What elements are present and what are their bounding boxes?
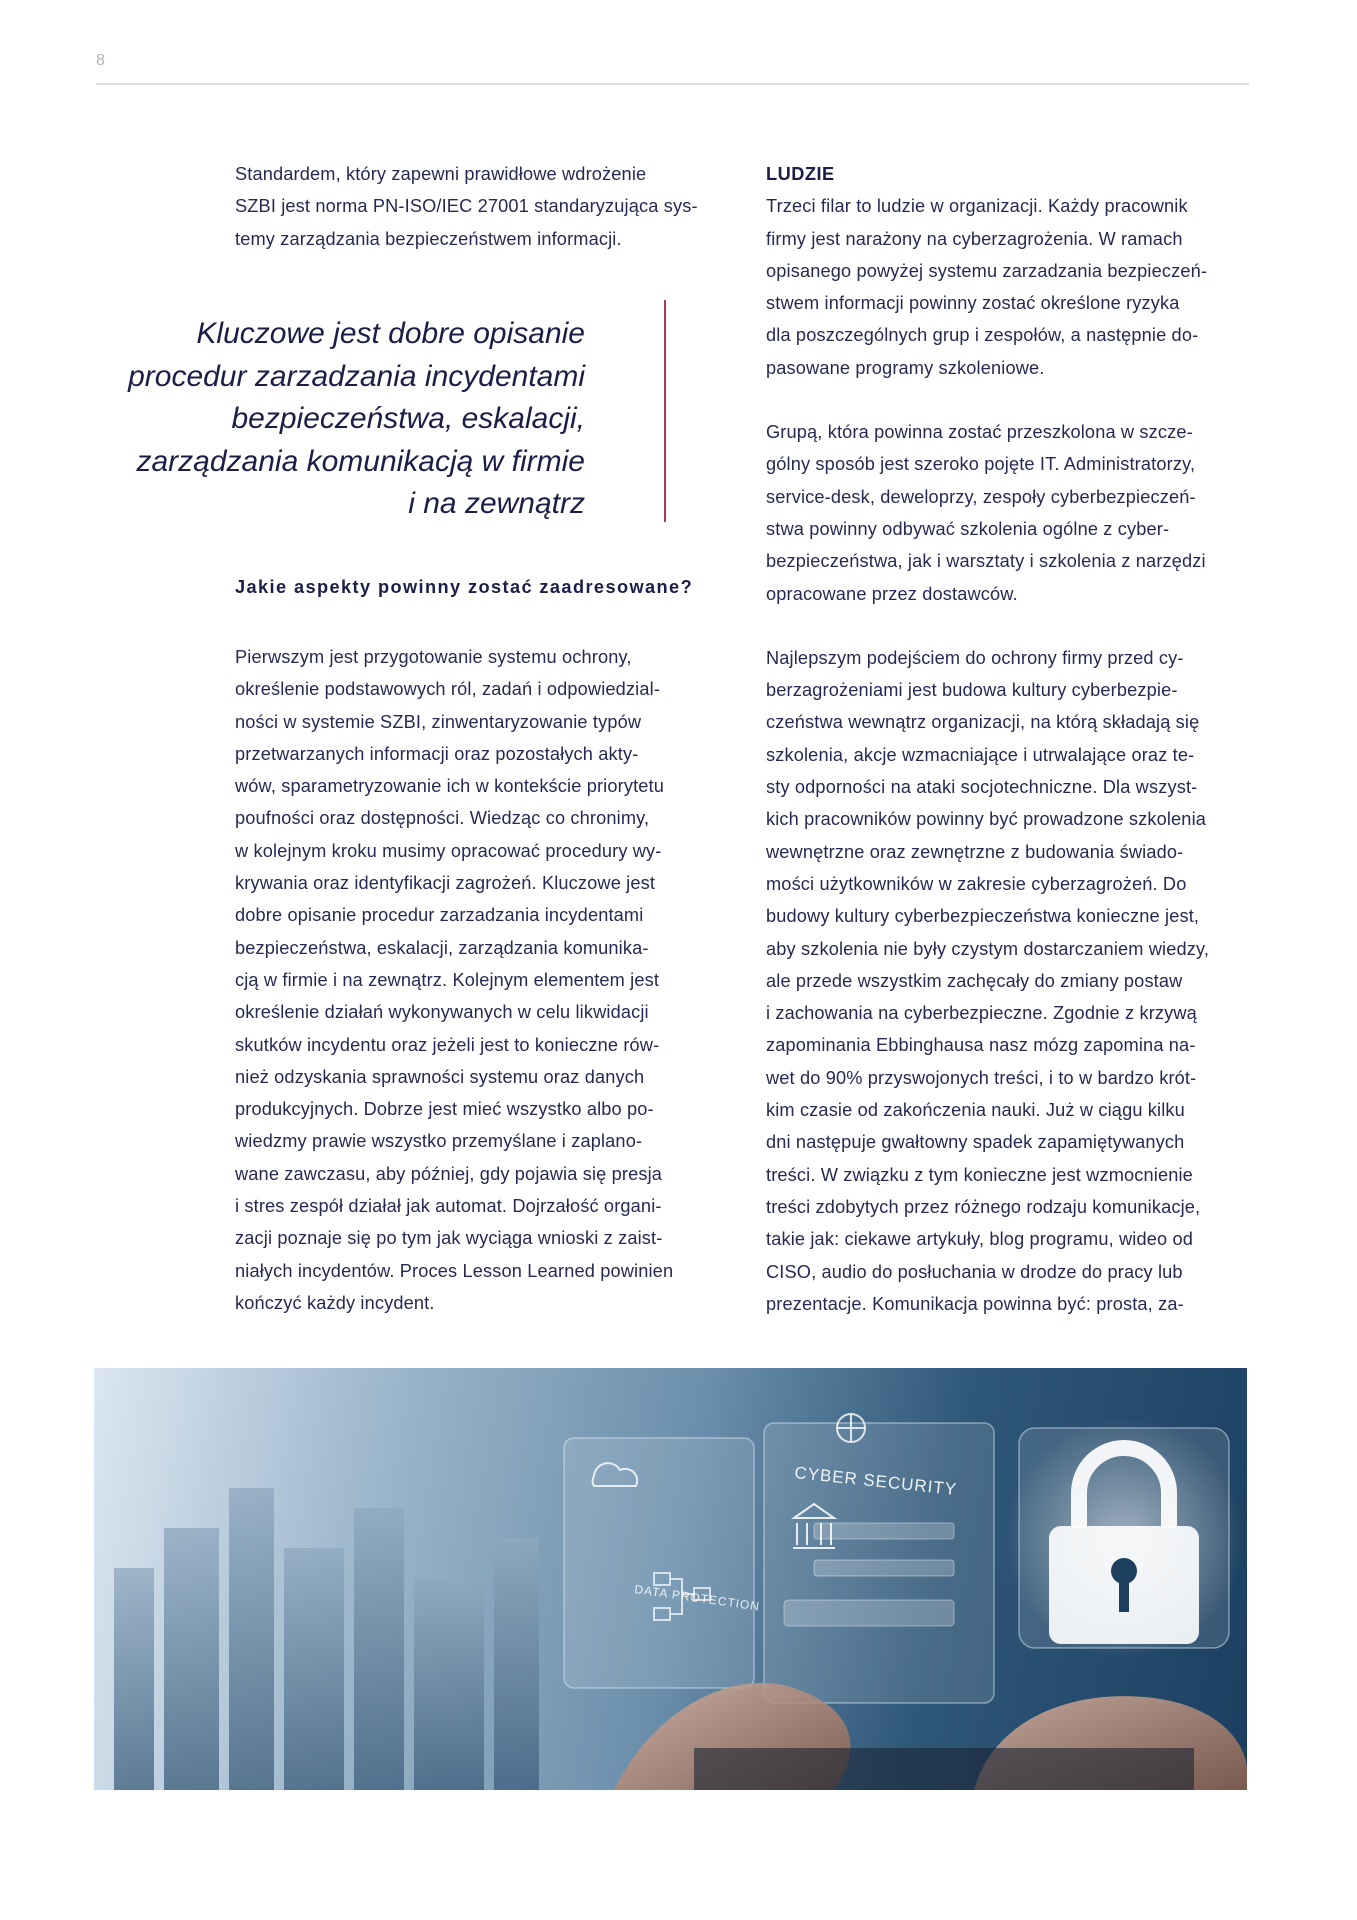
text-line: pasowane programy szkoleniowe.: [766, 357, 1045, 378]
text-line: przetwarzanych informacji oraz pozostałych akty-: [235, 743, 639, 764]
text-line: stwa powinny odbywać szkolenia ogólne z cyber-: [766, 518, 1170, 539]
text-line: berzagrożeniami jest budowa kultury cyberbezpie-: [766, 680, 1178, 701]
right-column: [766, 158, 1251, 1320]
section-question-heading: Jakie aspekty powinny zostać zaadresowane?: [235, 577, 694, 597]
text-line: określenie podstawowych ról, zadań i odpowiedzial-: [235, 679, 661, 700]
text-line: temy zarządzania bezpieczeństwem informacji.: [235, 228, 622, 249]
text-line: ności w systemie SZBI, zinwentaryzowanie typów: [235, 711, 642, 732]
section-heading-ludzie: LUDZIE: [766, 164, 835, 184]
text-line: w kolejnym kroku musimy opracować procedury wy-: [235, 840, 662, 861]
text-line: szkolenia, akcje wzmacniające i utrwalające oraz te-: [766, 744, 1195, 765]
text-line: wewnętrzne oraz zewnętrzne z budowania świado-: [766, 841, 1184, 862]
photo-illustration: [94, 1368, 1247, 1790]
quote-line: Kluczowe jest dobre opisanie: [196, 317, 585, 350]
text-line: zacji poznaje się po tym jak wyciąga wnioski z zaist-: [235, 1228, 663, 1249]
text-line: ale przede wszystkim zachęcały do zmiany postaw: [766, 970, 1183, 991]
text-line: i zachowania na cyberbezpieczne. Zgodnie z krzywą: [766, 1003, 1197, 1024]
text-line: i stres zespół działał jak automat. Dojrzałość organi-: [235, 1196, 662, 1217]
text-line: takie jak: ciekawe artykuły, blog programu, wideo od: [766, 1229, 1193, 1250]
text-line: bezpieczeństwa, eskalacji, zarządzania komunika-: [235, 937, 649, 958]
text-line: Pierwszym jest przygotowanie systemu ochrony,: [235, 647, 632, 667]
text-line: produkcyjnych. Dobrze jest mieć wszystko albo po-: [235, 1099, 654, 1120]
text-line: dla poszczególnych grup i zespołów, a następnie do-: [766, 325, 1199, 346]
text-line: prezentacje. Komunikacja powinna być: prosta, za-: [766, 1293, 1184, 1314]
text-line: treści zdobytych przez różnego rodzaju komunikacje,: [766, 1196, 1201, 1217]
text-line: Grupą, która powinna zostać przeszkolona w szcze-: [766, 422, 1193, 443]
text-line: kich pracowników powinny być prowadzone szkolenia: [766, 809, 1207, 830]
text-line: dobre opisanie procedur zarzadzania incydentami: [235, 905, 644, 926]
page-number: 8: [96, 52, 105, 69]
text-line: opisanego powyżej systemu zarzadzania bezpieczeń-: [766, 260, 1208, 281]
text-line: poufności oraz dostępności. Wiedząc co chronimy,: [235, 808, 650, 829]
text-line: krywania oraz identyfikacji zagrożeń. Kluczowe jest: [235, 873, 656, 894]
text-line: stwem informacji powinny zostać określone ryzyka: [766, 293, 1180, 314]
paragraph-spacer: [766, 384, 1251, 416]
text-line: gólny sposób jest szeroko pojęte IT. Administratorzy,: [766, 454, 1196, 475]
text-line: service-desk, deweloprzy, zespoły cyberbezpieczeń-: [766, 486, 1196, 507]
header-divider: [96, 83, 1249, 85]
text-line: wane zawczasu, aby później, gdy pojawia się presja: [235, 1163, 663, 1184]
text-line: opracowane przez dostawców.: [766, 583, 1018, 604]
intro-paragraph: [235, 158, 720, 255]
cyber-security-photo: [94, 1368, 1247, 1790]
text-line: Standardem, który zapewni prawidłowe wdrożenie: [235, 164, 647, 184]
text-line: Trzeci filar to ludzie w organizacji. Każdy pracownik: [766, 196, 1188, 217]
text-line: bezpieczeństwa, jak i warsztaty i szkolenia z narzędzi: [766, 551, 1206, 572]
text-line: firmy jest narażony na cyberzagrożenia. W ramach: [766, 228, 1183, 249]
text-line: Najlepszym podejściem do ochrony firmy przed cy-: [766, 647, 1184, 668]
text-line: kim czasie od zakończenia nauki. Już w ciągu kilku: [766, 1100, 1185, 1121]
pull-quote-accent-bar: [664, 300, 666, 522]
quote-line: i na zewnątrz: [408, 487, 585, 520]
text-line: SZBI jest norma PN-ISO/IEC 27001 standaryzująca sys-: [235, 196, 698, 217]
text-line: zapominania Ebbinghausa nasz mózg zapomina na-: [766, 1035, 1196, 1056]
text-line: czeństwa wewnątrz organizacji, na którą składają się: [766, 712, 1200, 733]
data-protection-label: DATA PROTECTION: [633, 1582, 761, 1614]
text-line: mości użytkowników w zakresie cyberzagrożeń. Do: [766, 873, 1187, 894]
text-line: dni następuje gwałtowny spadek zapamiętywanych: [766, 1132, 1185, 1153]
text-line: kończyć każdy incydent.: [235, 1292, 435, 1313]
left-body-paragraph: [235, 641, 720, 1319]
text-line: wów, sparametryzowanie ich w kontekście priorytetu: [235, 776, 665, 797]
text-line: wet do 90% przyswojonych treści, i to w bardzo krót-: [766, 1067, 1197, 1088]
text-line: niałych incydentów. Proces Lesson Learned powinien: [235, 1260, 674, 1281]
text-line: wiedzmy prawie wszystko przemyślane i zaplano-: [235, 1131, 643, 1152]
text-line: cją w firmie i na zewnątrz. Kolejnym elementem jest: [235, 969, 660, 990]
city-skyline: [114, 1488, 539, 1790]
text-line: sty odporności na ataki socjotechniczne. Dla wszyst-: [766, 777, 1198, 798]
text-line: określenie działań wykonywanych w celu likwidacji: [235, 1002, 649, 1023]
quote-line: bezpieczeństwa, eskalacji,: [231, 402, 585, 435]
text-line: aby szkolenia nie były czystym dostarczaniem wiedzy,: [766, 938, 1210, 959]
quote-line: procedur zarzadzania incydentami: [128, 359, 585, 393]
text-line: budowy kultury cyberbezpieczeństwa konieczne jest,: [766, 906, 1200, 927]
quote-line: zarządzania komunikacją w firmie: [136, 444, 585, 478]
pull-quote: [80, 313, 585, 526]
paragraph-spacer: [766, 610, 1251, 642]
text-line: treści. W związku z tym konieczne jest wzmocnienie: [766, 1164, 1193, 1185]
globe-icon: [837, 1414, 865, 1442]
cyber-security-label: CYBER SECURITY: [793, 1463, 958, 1500]
text-line: nież odzyskania sprawności systemu oraz danych: [235, 1066, 645, 1087]
text-line: skutków incydentu oraz jeżeli jest to konieczne rów-: [235, 1034, 660, 1055]
text-line: CISO, audio do posłuchania w drodze do pracy lub: [766, 1261, 1183, 1282]
